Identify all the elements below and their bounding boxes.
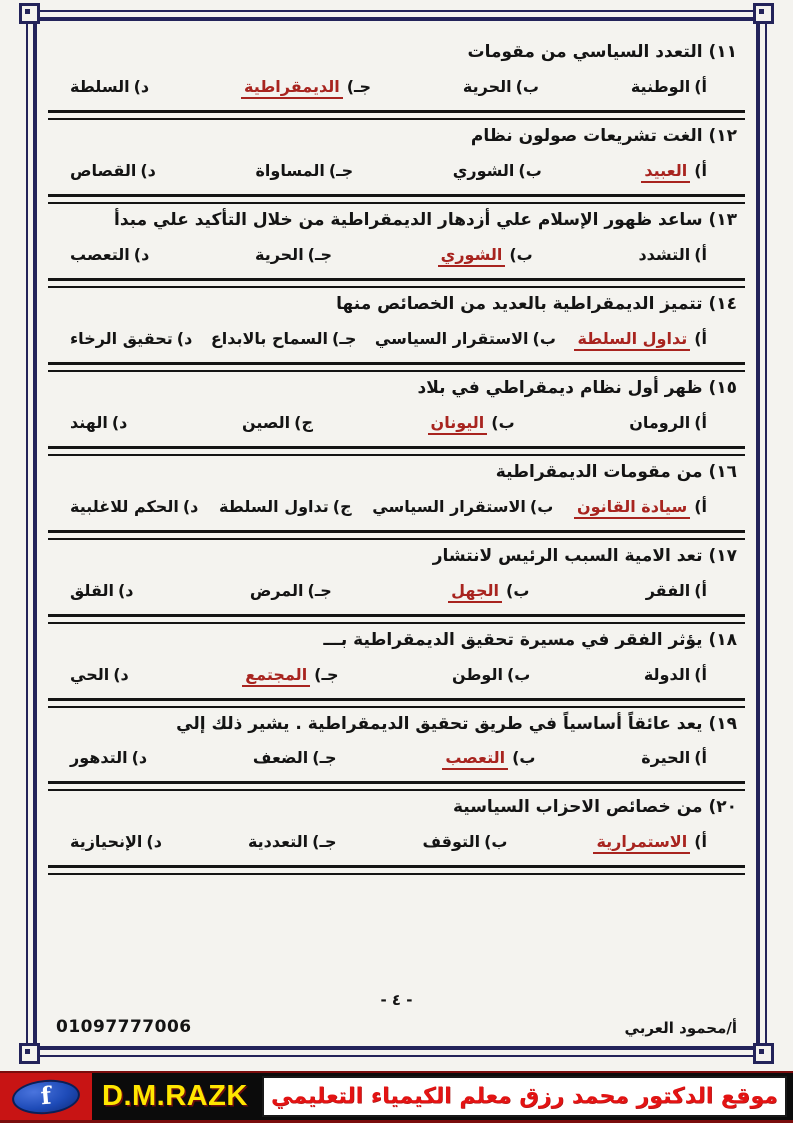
correct-answer: المجتمع [242, 665, 310, 687]
option-d: د)القصاص [70, 160, 156, 180]
option-a: أ)الاستمرارية [593, 832, 707, 854]
option-b: ب)الجهل [448, 581, 529, 603]
phone-number: 01097777006 [56, 1017, 192, 1037]
option-d: د)الإنحيازية [70, 832, 162, 852]
options-row [70, 497, 707, 519]
question-text: ١٣) ساعد ظهور الإسلام علي أزدهار الديمقراطية من خلال التأكيد علي مبدأ [114, 209, 737, 230]
advertising-banner [0, 1071, 793, 1123]
facebook-block [0, 1073, 92, 1120]
frame-corner-ornament [753, 1043, 774, 1064]
question-text: ١٤) تتميز الديمقراطية بالعديد من الخصائص منها [336, 293, 737, 314]
question-14 [56, 288, 737, 372]
option-b: ب)الشوري [452, 160, 542, 180]
correct-answer: التعصب [442, 748, 508, 770]
option-d: د)تحقيق الرخاء [70, 328, 193, 348]
option-d: د)الحكم للاغلبية [70, 496, 199, 516]
page-footer-row [56, 1017, 737, 1037]
option-c: ج)الصين [241, 412, 313, 432]
options-row [70, 245, 707, 267]
option-b: ب)الوطن [451, 664, 531, 684]
options-row [70, 665, 707, 687]
correct-answer: الجهل [448, 581, 502, 603]
options-row [70, 581, 707, 603]
option-a: أ)الحيرة [641, 748, 707, 768]
question-20 [56, 791, 737, 875]
option-b: ب)الاستقرار السياسي [372, 496, 554, 516]
question-text: ١٢) الغت تشريعات صولون نظام [470, 125, 737, 146]
question-16 [56, 456, 737, 540]
question-text: ١٧) تعد الامية السبب الرئيس لانتشار [432, 545, 737, 566]
option-b: ب)الاستقرار السياسي [374, 328, 556, 348]
option-a: أ)سيادة القانون [574, 497, 707, 519]
question-11 [56, 36, 737, 120]
question-divider [48, 614, 745, 624]
correct-answer: سيادة القانون [574, 497, 690, 519]
options-row [70, 161, 707, 183]
option-a: أ)التشدد [638, 244, 707, 264]
option-c: جـ)السماح بالابداع [210, 328, 357, 348]
question-15 [56, 372, 737, 456]
option-a: أ)الرومان [629, 412, 707, 432]
option-d: د)السلطة [70, 76, 150, 96]
option-c: جـ)الديمقراطية [241, 77, 371, 99]
question-18 [56, 624, 737, 708]
correct-answer: الشوري [438, 245, 506, 267]
correct-answer: الاستمرارية [593, 832, 690, 854]
option-b: ب)التعصب [442, 748, 535, 770]
options-row [70, 748, 707, 770]
question-divider [48, 194, 745, 204]
question-divider [48, 698, 745, 708]
option-c: جـ)التعددية [247, 832, 337, 852]
option-a: أ)العبيد [641, 161, 707, 183]
question-text: ٢٠) من خصائص الاحزاب السياسية [452, 797, 737, 818]
options-row [70, 832, 707, 854]
question-19 [56, 708, 737, 792]
option-c: ج)تداول السلطة [219, 496, 352, 516]
facebook-icon [11, 1077, 82, 1117]
empty-space [56, 875, 737, 991]
question-17 [56, 540, 737, 624]
options-row [70, 413, 707, 435]
question-divider [48, 781, 745, 791]
frame-corner-ornament [753, 3, 774, 24]
option-b: ب)الشوري [438, 245, 533, 267]
option-d: د)القلق [70, 580, 134, 600]
option-d: د)التدهور [70, 748, 148, 768]
option-b: ب)اليونان [428, 413, 515, 435]
option-d: د)التعصب [70, 244, 150, 264]
option-d: د)الهند [70, 412, 128, 432]
page-number: - ٤ - [380, 991, 413, 1009]
correct-answer: الديمقراطية [241, 77, 343, 99]
question-divider [48, 865, 745, 875]
question-divider [48, 362, 745, 372]
question-divider [48, 446, 745, 456]
question-divider [48, 278, 745, 288]
question-divider [48, 530, 745, 540]
option-c: جـ)المرض [249, 580, 332, 600]
question-text: ١١) التعدد السياسي من مقومات [467, 42, 737, 62]
option-a: أ)الوطنية [630, 76, 707, 96]
correct-answer: تداول السلطة [574, 329, 690, 351]
option-b: ب)التوقف [422, 832, 508, 852]
frame-corner-ornament [19, 3, 40, 24]
options-row [70, 329, 707, 351]
option-b: ب)الحرية [462, 76, 539, 96]
site-title: موقع الدكتور محمد رزق معلم الكيمياء التعليمي [262, 1076, 787, 1117]
option-c: جـ)المجتمع [242, 665, 338, 687]
question-text: ١٦) من مقومات الديمقراطية [495, 461, 737, 482]
option-a: أ)تداول السلطة [574, 329, 707, 351]
brand-logo-text: D.M.RAZK [102, 1080, 248, 1112]
question-12 [56, 120, 737, 204]
question-text: ١٥) ظهر أول نظام ديمقراطي في بلاد [417, 377, 737, 398]
option-c: جـ)المساواة [255, 160, 354, 180]
option-c: جـ)الضعف [252, 748, 337, 768]
question-13 [56, 204, 737, 288]
facebook-f-letter: f [39, 1080, 53, 1110]
option-a: أ)الدولة [643, 664, 707, 684]
question-divider [48, 110, 745, 120]
exam-page-content [40, 24, 753, 1043]
teacher-signature: أ/محمود العربي [624, 1019, 737, 1037]
option-d: د)الحي [70, 664, 129, 684]
option-c: جـ)الحرية [254, 244, 332, 264]
frame-corner-ornament [19, 1043, 40, 1064]
correct-answer: اليونان [428, 413, 488, 435]
question-text: ١٨) يؤثر الفقر في مسيرة تحقيق الديمقراطية بـــ [323, 629, 737, 650]
question-text: ١٩) يعد عائقاً أساسياً في طريق تحقيق الديمقراطية . يشير ذلك إلي [176, 713, 737, 734]
options-row [70, 77, 707, 99]
correct-answer: العبيد [641, 161, 690, 183]
option-a: أ)الفقر [645, 580, 707, 600]
